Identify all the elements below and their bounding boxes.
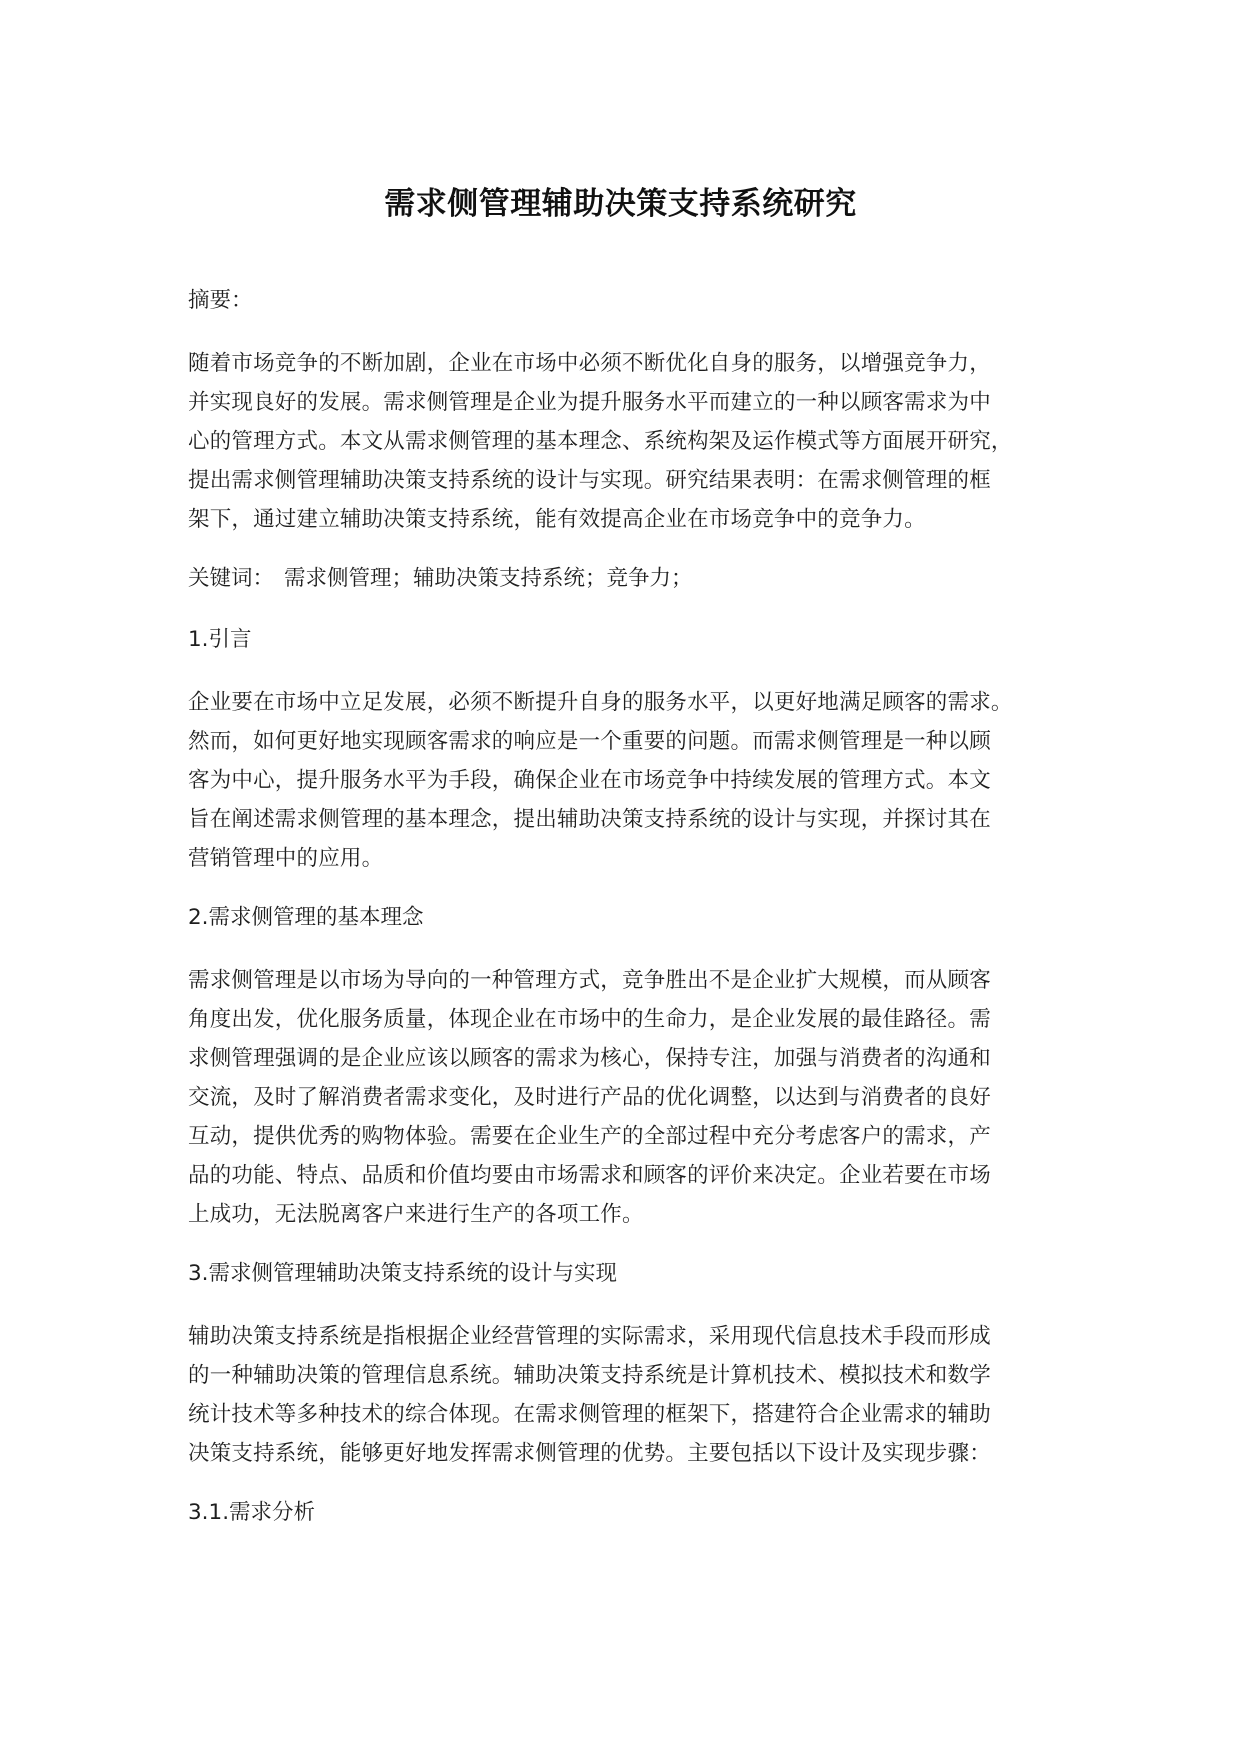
abstract-line: 架下，通过建立辅助决策支持系统，能有效提高企业在市场竞争中的竞争力。 (188, 507, 926, 532)
paragraph-line: 企业要在市场中立足发展，必须不断提升自身的服务水平，以更好地满足顾客的需求。 (188, 690, 1013, 715)
abstract-line: 心的管理方式。本文从需求侧管理的基本理念、系统构架及运作模式等方面展开研究， (188, 429, 1013, 454)
section-1-paragraph (188, 683, 1088, 878)
keywords-label: 关键词： (188, 566, 275, 591)
abstract-line: 随着市场竞争的不断加剧，企业在市场中必须不断优化自身的服务，以增强竞争力， (188, 351, 991, 376)
section-1-heading: 1.引言 (188, 627, 252, 652)
section-3-heading: 3.需求侧管理辅助决策支持系统的设计与实现 (188, 1261, 618, 1286)
paragraph-line: 客为中心，提升服务水平为手段，确保企业在市场竞争中持续发展的管理方式。本文 (188, 768, 991, 793)
paragraph-line: 然而，如何更好地实现顾客需求的响应是一个重要的问题。而需求侧管理是一种以顾 (188, 729, 991, 754)
paragraph-line: 上成功，无法脱离客户来进行生产的各项工作。 (188, 1202, 644, 1227)
paragraph-line: 营销管理中的应用。 (188, 846, 384, 871)
paragraph-line: 互动，提供优秀的购物体验。需要在企业生产的全部过程中充分考虑客户的需求，产 (188, 1124, 991, 1149)
paragraph-line: 交流，及时了解消费者需求变化，及时进行产品的优化调整，以达到与消费者的良好 (188, 1085, 991, 1110)
section-3-paragraph (188, 1317, 1088, 1473)
document-title: 需求侧管理辅助决策支持系统研究 (384, 186, 857, 222)
paragraph-line: 决策支持系统，能够更好地发挥需求侧管理的优势。主要包括以下设计及实现步骤： (188, 1441, 991, 1466)
paragraph-line: 求侧管理强调的是企业应该以顾客的需求为核心，保持专注，加强与消费者的沟通和 (188, 1046, 991, 1071)
section-2-heading: 2.需求侧管理的基本理念 (188, 905, 424, 930)
keywords-text: 需求侧管理；辅助决策支持系统；竞争力； (284, 566, 693, 591)
keywords-line (188, 564, 693, 594)
section-2-paragraph (188, 961, 1088, 1234)
paragraph-line: 需求侧管理是以市场为导向的一种管理方式，竞争胜出不是企业扩大规模，而从顾客 (188, 968, 991, 993)
paragraph-line: 品的功能、特点、品质和价值均要由市场需求和顾客的评价来决定。企业若要在市场 (188, 1163, 991, 1188)
abstract-paragraph (188, 344, 1088, 539)
paragraph-line: 旨在阐述需求侧管理的基本理念，提出辅助决策支持系统的设计与实现，并探讨其在 (188, 807, 991, 832)
abstract-label: 摘要： (188, 288, 253, 313)
paragraph-line: 的一种辅助决策的管理信息系统。辅助决策支持系统是计算机技术、模拟技术和数学 (188, 1363, 991, 1388)
paragraph-line: 统计技术等多种技术的综合体现。在需求侧管理的框架下，搭建符合企业需求的辅助 (188, 1402, 991, 1427)
paragraph-line: 角度出发，优化服务质量，体现企业在市场中的生命力，是企业发展的最佳路径。需 (188, 1007, 991, 1032)
section-3-1-heading: 3.1.需求分析 (188, 1500, 316, 1525)
abstract-line: 提出需求侧管理辅助决策支持系统的设计与实现。研究结果表明：在需求侧管理的框 (188, 468, 991, 493)
paragraph-line: 辅助决策支持系统是指根据企业经营管理的实际需求，采用现代信息技术手段而形成 (188, 1324, 991, 1349)
abstract-line: 并实现良好的发展。需求侧管理是企业为提升服务水平而建立的一种以顾客需求为中 (188, 390, 991, 415)
